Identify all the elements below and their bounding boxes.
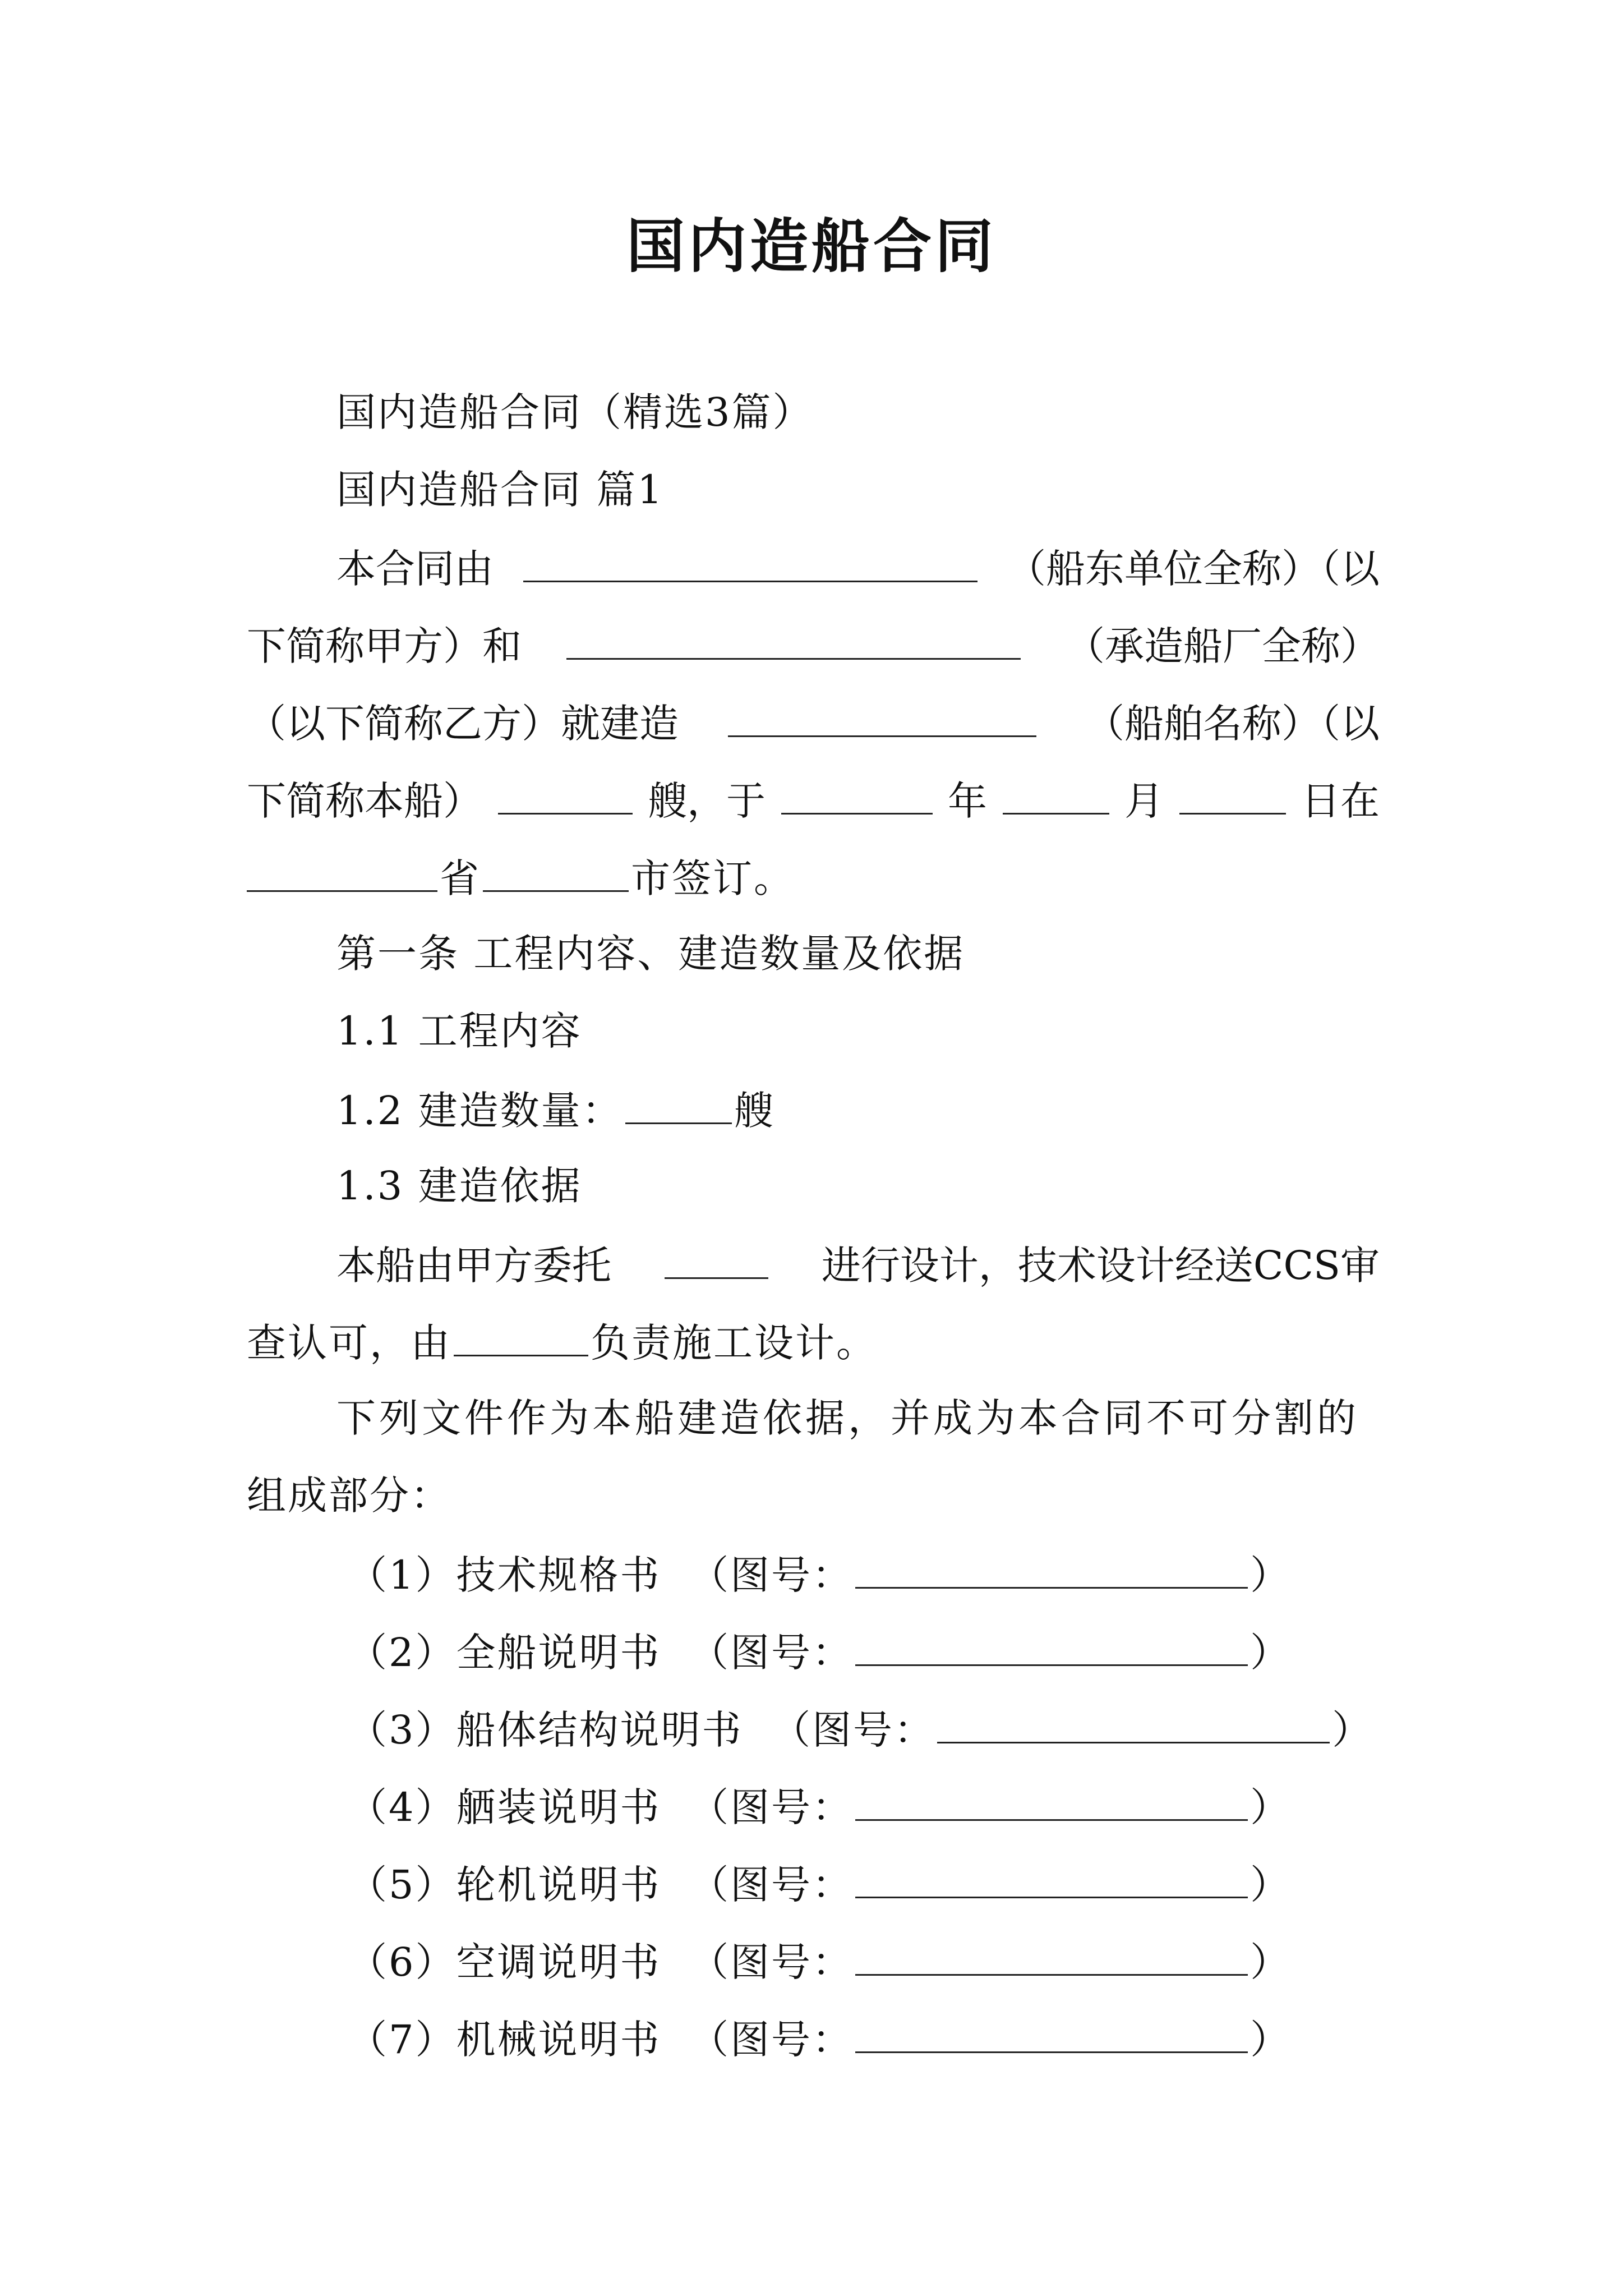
- text-span: 1.2 建造数量：: [336, 1088, 623, 1134]
- item-label: （5）轮机说明书: [348, 1862, 661, 1908]
- item-suffix: （图号：: [689, 1862, 854, 1908]
- item-suffix: （图号：: [689, 1939, 854, 1985]
- text-span: 下简称本船）: [247, 778, 482, 824]
- list-item: [348, 1939, 1292, 1985]
- list-item: [348, 1784, 1292, 1830]
- text-span: 下简称甲方）和: [247, 623, 522, 669]
- item-label: （4）舾装说明书: [348, 1784, 661, 1830]
- item-label: （2）全船说明书: [348, 1630, 661, 1676]
- article-heading: 第一条 工程内容、建造数量及依据: [336, 931, 965, 977]
- paragraph-line: [247, 701, 1380, 747]
- fill-blank: [247, 857, 437, 892]
- paragraph-line: [336, 546, 1380, 592]
- fill-blank: [1179, 779, 1286, 815]
- fill-blank: [855, 1553, 1248, 1589]
- text-span: （船东单位全称）（以: [1007, 546, 1380, 592]
- list-item: [348, 1552, 1292, 1598]
- fill-blank: [855, 1631, 1248, 1666]
- text-span: 查认可，由: [247, 1320, 451, 1366]
- paragraph-line: 组成部分：: [247, 1473, 451, 1519]
- fill-blank: [566, 624, 1021, 660]
- item-suffix: （图号：: [689, 2017, 854, 2063]
- text-span: （以下简称乙方）就建造: [247, 701, 679, 747]
- text-span: 进行设计，技术设计经送CCS审: [821, 1243, 1380, 1289]
- fill-blank: [1003, 779, 1109, 815]
- fill-blank: [781, 779, 933, 815]
- text-span: 负责施工设计。: [591, 1320, 877, 1366]
- item-suffix: （图号：: [771, 1707, 935, 1753]
- paragraph-line: [247, 778, 1380, 824]
- fill-blank: [665, 1244, 768, 1279]
- text-span: （承造船厂全称）: [1066, 623, 1380, 669]
- list-item: [348, 1862, 1292, 1908]
- text-span: 艘: [734, 1088, 775, 1134]
- text-span: 本船由甲方委托: [336, 1243, 611, 1289]
- item-label: （3）船体结构说明书: [348, 1707, 743, 1753]
- clause-heading: 1.1 工程内容: [336, 1008, 582, 1054]
- fill-blank: [728, 702, 1036, 737]
- fill-blank: [483, 857, 629, 892]
- text-span: 日在: [1301, 778, 1380, 824]
- fill-blank: [498, 779, 633, 815]
- fill-blank: [855, 2018, 1248, 2053]
- text-span: 市签订。: [631, 855, 795, 901]
- item-close: ）: [1250, 1552, 1292, 1598]
- item-label: （7）机械说明书: [348, 2017, 661, 2063]
- item-close: ）: [1250, 2017, 1292, 2063]
- fill-blank: [523, 547, 978, 582]
- fill-blank: [855, 1786, 1248, 1821]
- text-span: （船舶名称）（以: [1085, 701, 1380, 747]
- text-span: 省: [440, 855, 481, 901]
- item-close: ）: [1250, 1784, 1292, 1830]
- paragraph-line: [247, 855, 795, 901]
- list-item: [348, 1707, 1373, 1753]
- item-label: （1）技术规格书: [348, 1552, 661, 1598]
- paragraph-line: [247, 1320, 877, 1366]
- fill-blank: [855, 1940, 1248, 1976]
- section-heading: 国内造船合同 篇1: [336, 467, 664, 513]
- item-close: ）: [1332, 1707, 1373, 1753]
- item-close: ）: [1250, 1862, 1292, 1908]
- subtitle-line: 国内造船合同（精选3篇）: [336, 389, 814, 435]
- list-item: [348, 2017, 1292, 2063]
- clause-heading: [336, 1088, 775, 1134]
- fill-blank: [454, 1321, 588, 1356]
- paragraph-line: 下列文件作为本船建造依据，并成为本合同不可分割的: [336, 1395, 1359, 1441]
- clause-heading: 1.3 建造依据: [336, 1163, 582, 1209]
- fill-blank: [937, 1708, 1330, 1743]
- paragraph-line: [336, 1243, 1380, 1289]
- item-suffix: （图号：: [689, 1784, 854, 1830]
- paragraph-line: [247, 623, 1380, 669]
- item-close: ）: [1250, 1630, 1292, 1676]
- item-suffix: （图号：: [689, 1630, 854, 1676]
- fill-blank: [855, 1863, 1248, 1898]
- document-title: 国内造船合同: [626, 211, 997, 280]
- list-item: [348, 1630, 1292, 1676]
- text-span: 年: [948, 778, 987, 824]
- text-span: 艘，于: [648, 778, 766, 824]
- item-label: （6）空调说明书: [348, 1939, 661, 1985]
- text-span: 本合同由: [336, 546, 494, 592]
- item-suffix: （图号：: [689, 1552, 854, 1598]
- text-span: 月: [1124, 778, 1164, 824]
- fill-blank: [625, 1089, 732, 1124]
- item-close: ）: [1250, 1939, 1292, 1985]
